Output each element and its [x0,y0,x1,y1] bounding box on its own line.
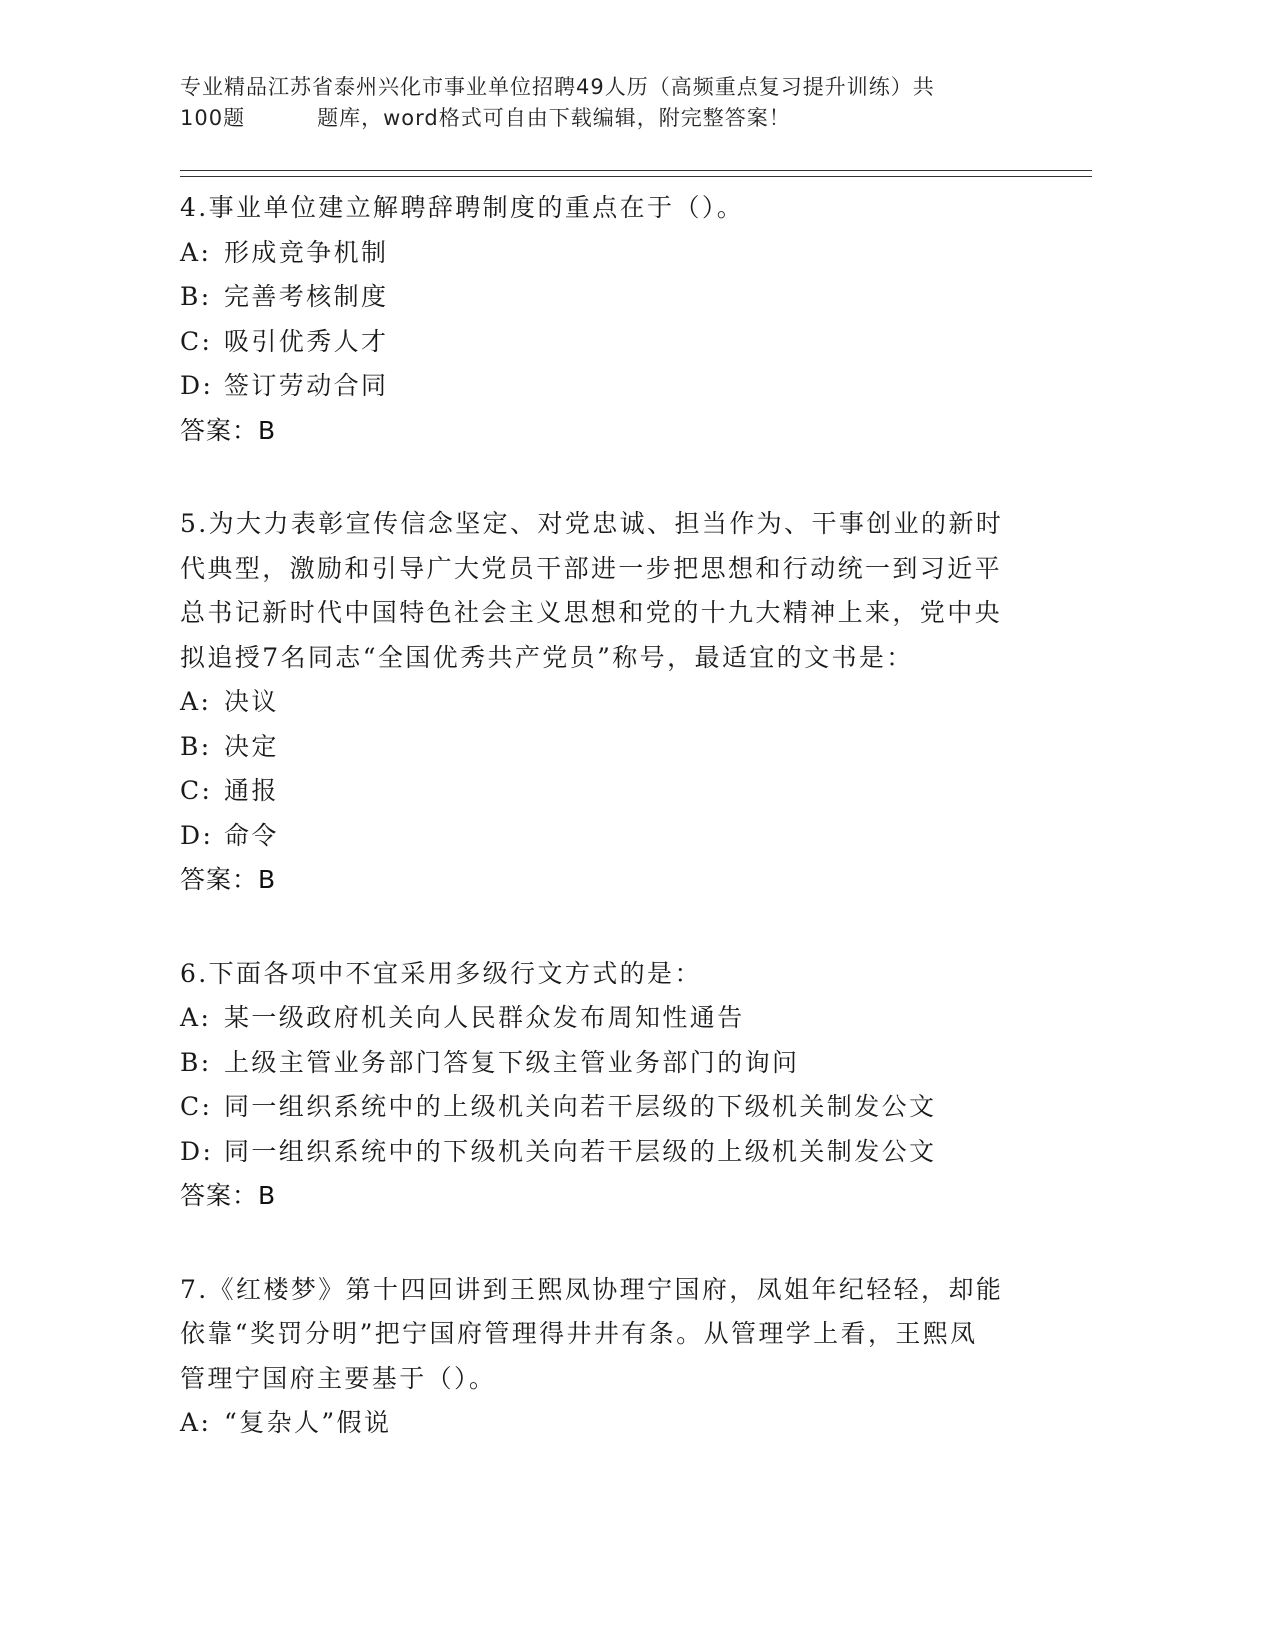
option-a: A: 某一级政府机关向人民群众发布周知性通告 [180,1003,745,1032]
answer: 答案：B [180,865,277,894]
option-d: D: 命令 [180,820,279,850]
header-line-1: 专业精品江苏省泰州兴化市事业单位招聘49人历（高频重点复习提升训练）共 [180,75,935,99]
question-text-line-4: 拟追授7名同志“全国优秀共产党员”称号，最适宜的文书是： [180,642,914,672]
question-text-line-1: 5.为大力表彰宣传信念坚定、对党忠诚、担当作为、干事创业的新时 [180,509,1004,538]
option-a: A: 形成竞争机制 [180,237,389,267]
question-text: 6.下面各项中不宜采用多级行文方式的是： [180,958,702,988]
header-description: 题库，word格式可自由下载编辑，附完整答案！ [317,106,791,130]
option-d: D: 签订劳动合同 [180,371,389,400]
option-a: A: “复杂人”假说 [180,1408,392,1437]
question-text-line-2: 代典型，激励和引导广大党员干部进一步把思想和行动统一到习近平 [180,553,1003,583]
header-divider-top [180,170,1092,171]
option-b: B: 完善考核制度 [180,282,389,311]
option-a: A: 决议 [180,687,279,716]
question-6 [180,952,1050,1219]
header-line-2 [180,103,1080,134]
question-list [180,186,1050,1495]
answer: 答案：B [180,415,277,445]
option-c: C: 通报 [180,776,279,805]
option-c: C: 吸引优秀人才 [180,326,389,356]
question-text: 4.事业单位建立解聘辞聘制度的重点在于（）。 [180,193,745,222]
question-text-line-1: 7.《红楼梦》第十四回讲到王熙凤协理宁国府，凤姐年纪轻轻，却能 [180,1274,1004,1304]
question-7 [180,1268,1050,1446]
header-question-count: 100题 [180,106,246,130]
answer: 答案：B [180,1181,277,1210]
question-4 [180,186,1050,453]
document-header [180,72,1080,134]
option-d: D: 同一组织系统中的下级机关向若干层级的上级机关制发公文 [180,1136,937,1166]
option-c: C: 同一组织系统中的上级机关向若干层级的下级机关制发公文 [180,1092,937,1121]
question-text-line-2: 依靠“奖罚分明”把宁国府管理得井井有条。从管理学上看，王熙凤 [180,1319,978,1348]
option-b: B: 上级主管业务部门答复下级主管业务部门的询问 [180,1047,800,1077]
header-divider-bottom [180,176,1092,177]
option-b: B: 决定 [180,731,279,761]
question-text-line-3: 总书记新时代中国特色社会主义思想和党的十九大精神上来，党中央 [180,598,1003,627]
question-5 [180,502,1050,903]
question-text-line-3: 管理宁国府主要基于（）。 [180,1363,497,1393]
